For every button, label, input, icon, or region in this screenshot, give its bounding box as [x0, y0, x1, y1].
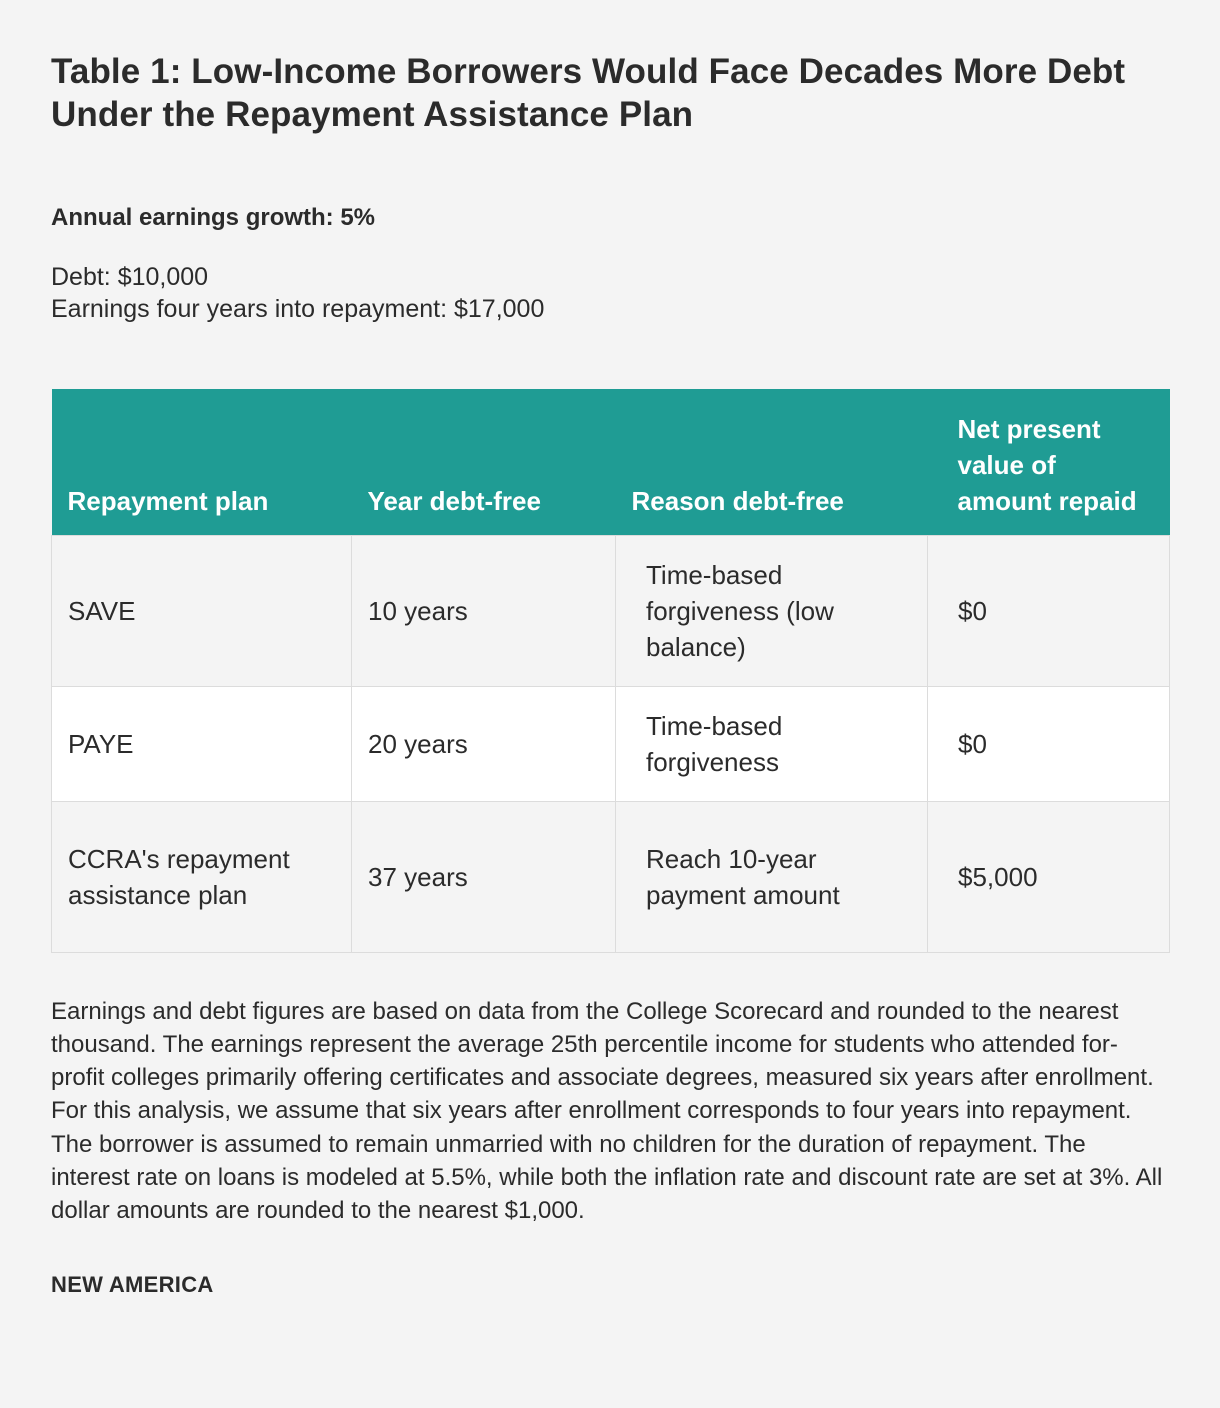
header-year-debt-free: Year debt-free	[352, 389, 616, 535]
earnings-growth-subtitle: Annual earnings growth: 5%	[51, 204, 376, 231]
cell-npv: $5,000	[928, 801, 1170, 952]
table-row	[52, 686, 1170, 801]
cell-npv: $0	[928, 535, 1170, 686]
table-header-row	[52, 389, 1170, 535]
cell-reason: Time-based forgiveness (low balance)	[616, 535, 928, 686]
header-reason-debt-free: Reason debt-free	[616, 389, 928, 535]
header-net-present-value: Net present value of amount repaid	[928, 389, 1170, 535]
cell-npv: $0	[928, 686, 1170, 801]
cell-reason: Time-based forgiveness	[616, 686, 928, 801]
cell-plan: PAYE	[52, 686, 352, 801]
methodology-notes: Earnings and debt figures are based on data from the College Scorecard and rounded to the nearest thousand. The earnings represent the average 25th percentile income for students who attended for-profit colleges primarily offering certificates and associate degrees, measured six years after enrollment. For this analysis, we assume that six years after enrollment corresponds to four years into repayment. The borrower is assumed to remain unmarried with no children for the duration of repayment. The interest rate on loans is modeled at 5.5%, while both the inflation rate and discount rate are set at 3%. All dollar amounts are rounded to the nearest $1,000.	[51, 997, 1163, 1225]
cell-plan: SAVE	[52, 535, 352, 686]
scenario-details	[51, 261, 1169, 325]
cell-year: 20 years	[352, 686, 616, 801]
repayment-plan-table	[51, 389, 1170, 953]
debt-amount: Debt: $10,000	[51, 263, 209, 291]
header-repayment-plan: Repayment plan	[52, 389, 352, 535]
table-row	[52, 535, 1170, 686]
brand-logo-text: NEW AMERICA	[51, 1271, 214, 1297]
cell-reason: Reach 10-year payment amount	[616, 801, 928, 952]
earnings-amount: Earnings four years into repayment: $17,000	[51, 295, 545, 323]
table-title: Table 1: Low-Income Borrowers Would Face Decades More Debt Under the Repayment Assistance Plan	[51, 52, 1126, 134]
cell-year: 10 years	[352, 535, 616, 686]
table-row	[52, 801, 1170, 952]
document-page	[51, 50, 1169, 1299]
cell-year: 37 years	[352, 801, 616, 952]
cell-plan: CCRA's repayment assistance plan	[52, 801, 352, 952]
